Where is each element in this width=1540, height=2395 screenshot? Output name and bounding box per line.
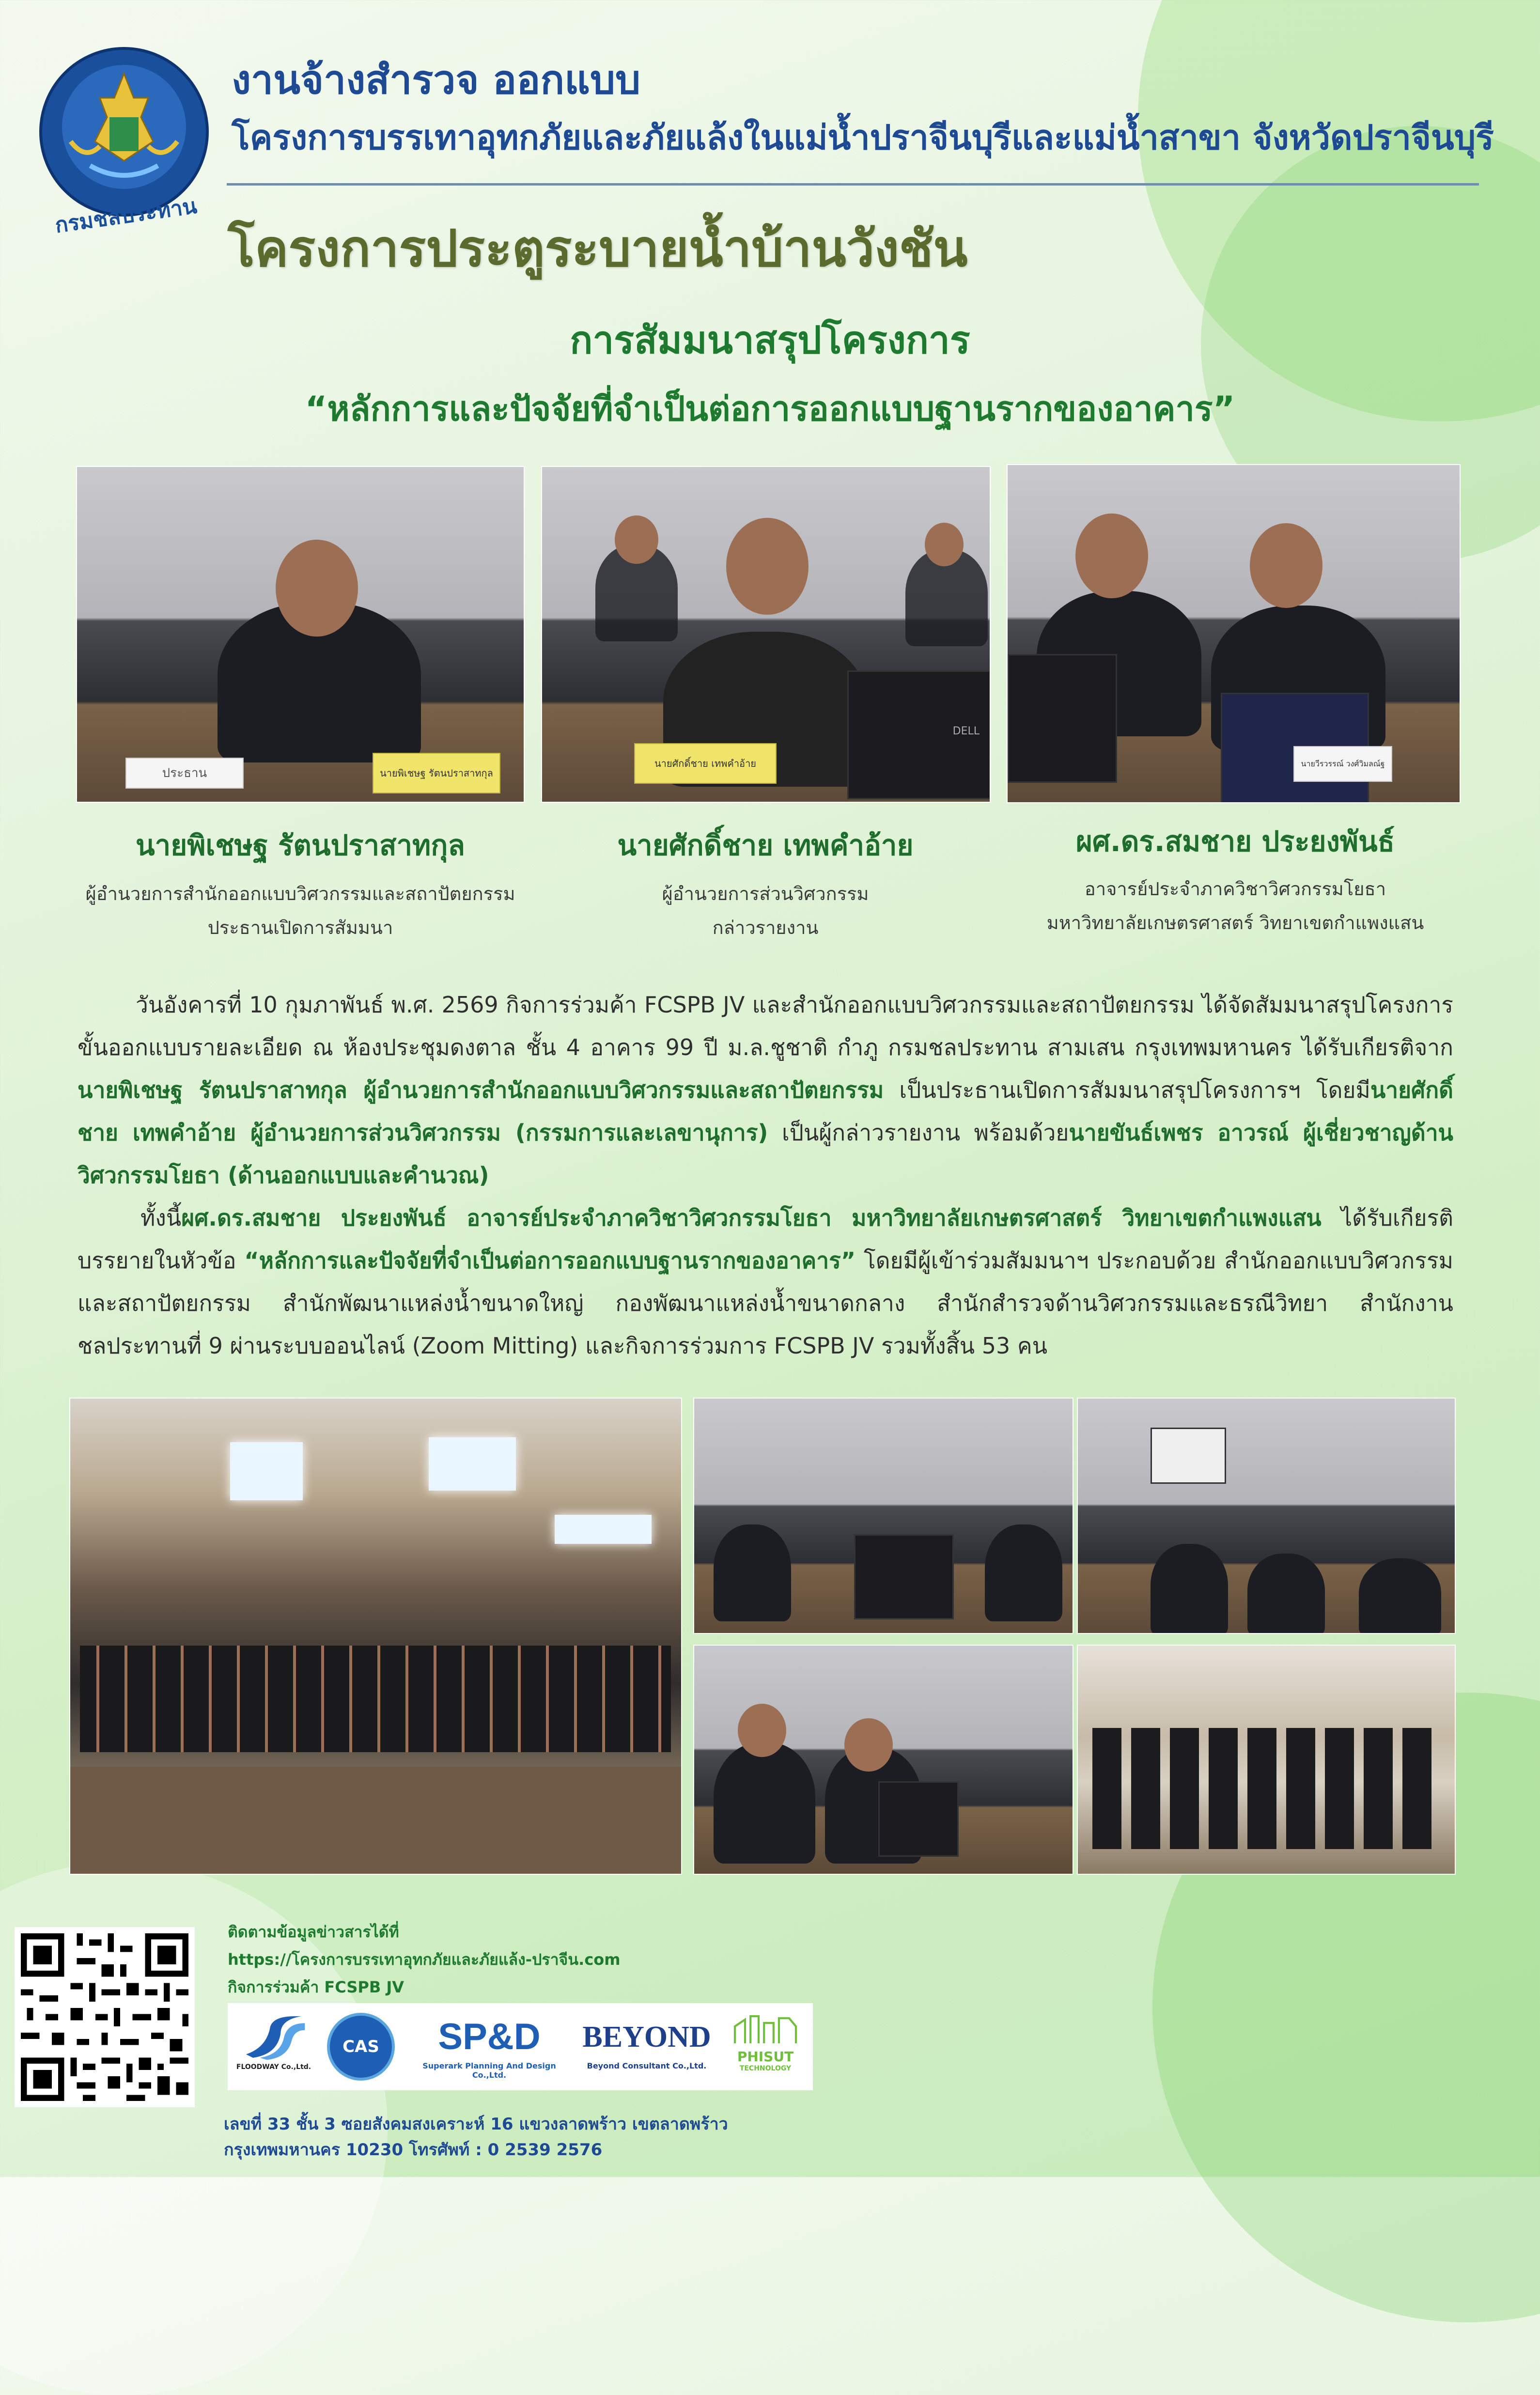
event-photo-5 (1077, 1645, 1456, 1875)
body-paragraph-1: วันอังคารที่ 10 กุมภาพันธ์ พ.ศ. 2569 กิจการร่วมค้า FCSPB JV และสำนักออกแบบวิศวกรรมและสถาปัตยกรรม ได้จัดสัมมนาสรุปโครงการขั้นออกแบบรายละเอียด ณ ห้องประชุมดงตาล ชั้น 4 อาคาร 99 ปี ม.ล.ชูชาติ กำภู กรมชลประทาน สามเสน กรุงเทพมหานคร ได้รับเกียรติจาก นายพิเชษฐ รัตนปราสาทกุล ผู้อำนวยการสำนักออกแบบวิศวกรรมและสถาปัตยกรรม เป็นประธานเปิดการสัมมนาสรุปโครงการฯ โดยมีนายศักดิ์ชาย เทพคำอ้าย ผู้อำนวยการส่วนวิศวกรรม (กรรมการและเลขานุการ) เป็นผู้กล่าวรายงาน พร้อมด้วยนายขันธ์เพชร อาวรณ์ ผู้เชี่ยวชาญด้านวิศวกรรมโยธา (ด้านออกแบบและคำนวณ) (78, 992, 1453, 1188)
name-sign: นายศักดิ์ชาย เทพคำอ้าย (654, 758, 757, 769)
speaker-photo-3 (1007, 464, 1461, 803)
speaker-name-1: นายพิเชษฐ รัตนปราสาทกุล (136, 829, 465, 862)
speaker-duty-1: ประธานเปิดการสัมมนา (207, 917, 393, 938)
spd-logo: SP&D Superark Planning And Design Co.,Ltd. (422, 2016, 556, 2080)
floodway-icon (237, 2013, 310, 2061)
speaker-affiliation-3: มหาวิทยาลัยเกษตรศาสตร์ วิทยาเขตกำแพงแสน (1046, 912, 1424, 933)
speaker-role-1: ผู้อำนวยการสำนักออกแบบวิศวกรรมและสถาปัตยกรรม (85, 883, 515, 904)
cas-logo: CAS (322, 2013, 400, 2081)
header-divider (227, 183, 1479, 186)
jv-name: กิจการร่วมค้า FCSPB JV (228, 1978, 404, 1996)
address-line-2: กรุงเทพมหานคร 10230 โทรศัพท์ : 0 2539 2576 (224, 2140, 603, 2160)
speaker-name-3: ผศ.ดร.สมชาย ประยงพันธ์ (1075, 825, 1395, 858)
speaker-duty-2: กล่าวรายงาน (712, 917, 819, 938)
body-paragraph-2: ทั้งนี้ผศ.ดร.สมชาย ประยงพันธ์ อาจารย์ประจำภาควิชาวิศวกรรมโยธา มหาวิทยาลัยเกษตรศาสตร์ วิทยาเขตกำแพงแสน ได้รับเกียรติบรรยายในหัวข้อ “หลักการและปัจจัยที่จำเป็นต่อการออกแบบฐานรากของอาคาร” โดยมีผู้เข้าร่วมสัมมนาฯ ประกอบด้วย สำนักออกแบบวิศวกรรมและสถาปัตยกรรม สำนักพัฒนาแหล่งน้ำขนาดใหญ่ กองพัฒนาแหล่งน้ำขนาดกลาง สำนักสำรวจด้านวิศวกรรมและธรณีวิทยา สำนักงานชลประทานที่ 9 ผ่านระบบออนไลน์ (Zoom Mitting) และกิจการร่วมการ FCSPB JV รวมทั้งสิ้น 53 คน (78, 1205, 1454, 1359)
header-line-2: โครงการบรรเทาอุทกภัยและภัยแล้งในแม่น้ำปราจีนบุรีและแม่น้ำสาขา จังหวัดปราจีนบุรี (232, 118, 1494, 157)
chair-sign-label: ประธาน (162, 766, 207, 780)
company-logos (228, 2003, 813, 2090)
event-photo-3 (1077, 1398, 1456, 1634)
speaker-name-2: นายศักดิ์ชาย เทพคำอ้าย (617, 829, 914, 862)
beyond-logo: BEYOND Beyond Consultant Co.,Ltd. (582, 2021, 711, 2070)
phisut-logo: PHISUT TECHNOLOGY (722, 2013, 809, 2081)
group-photo (69, 1398, 682, 1875)
speaker-role-3: อาจารย์ประจำภาควิชาวิศวกรรมโยธา (1084, 878, 1386, 900)
event-photo-2 (693, 1398, 1073, 1634)
name-sign: นายพิเชษฐ รัตนปราสาทกุล (380, 767, 493, 779)
building-icon (727, 2013, 804, 2047)
qr-code[interactable] (15, 1927, 195, 2107)
logo-caption: กรมชลประทาน (53, 193, 199, 238)
brand-label: DELL (952, 725, 980, 737)
follow-text: ติดตามข้อมูลข่าวสารได้ที่ (228, 1923, 399, 1941)
header-line-1: งานจ้างสำรวจ ออกแบบ (232, 57, 641, 103)
speaker-photo-2 (541, 466, 991, 803)
website-link[interactable]: https://โครงการบรรเทาอุทกภัยและภัยแล้ง-ปราจีน.com (228, 1950, 621, 1969)
speaker-photo-1 (76, 466, 525, 803)
seminar-subtitle: “หลักการและปัจจัยที่จำเป็นต่อการออกแบบฐานรากของอาคาร” (305, 389, 1235, 429)
event-photo-4 (693, 1645, 1073, 1875)
project-title: โครงการประตูระบายน้ำบ้านวังชัน (228, 219, 968, 278)
address-line-1: เลขที่ 33 ชั้น 3 ซอยสังคมสงเคราะห์ 16 แขวงลาดพร้าว เขตลาดพร้าว (224, 2115, 728, 2134)
name-sign: นายวีรวรรณ์ วงศ์วิมลณ์ฐ (1301, 759, 1385, 768)
seminar-title: การสัมมนาสรุปโครงการ (570, 319, 970, 362)
floodway-logo: FLOODWAY Co.,Ltd. (233, 2013, 315, 2081)
speaker-role-2: ผู้อำนวยการส่วนวิศวกรรม (662, 883, 869, 904)
